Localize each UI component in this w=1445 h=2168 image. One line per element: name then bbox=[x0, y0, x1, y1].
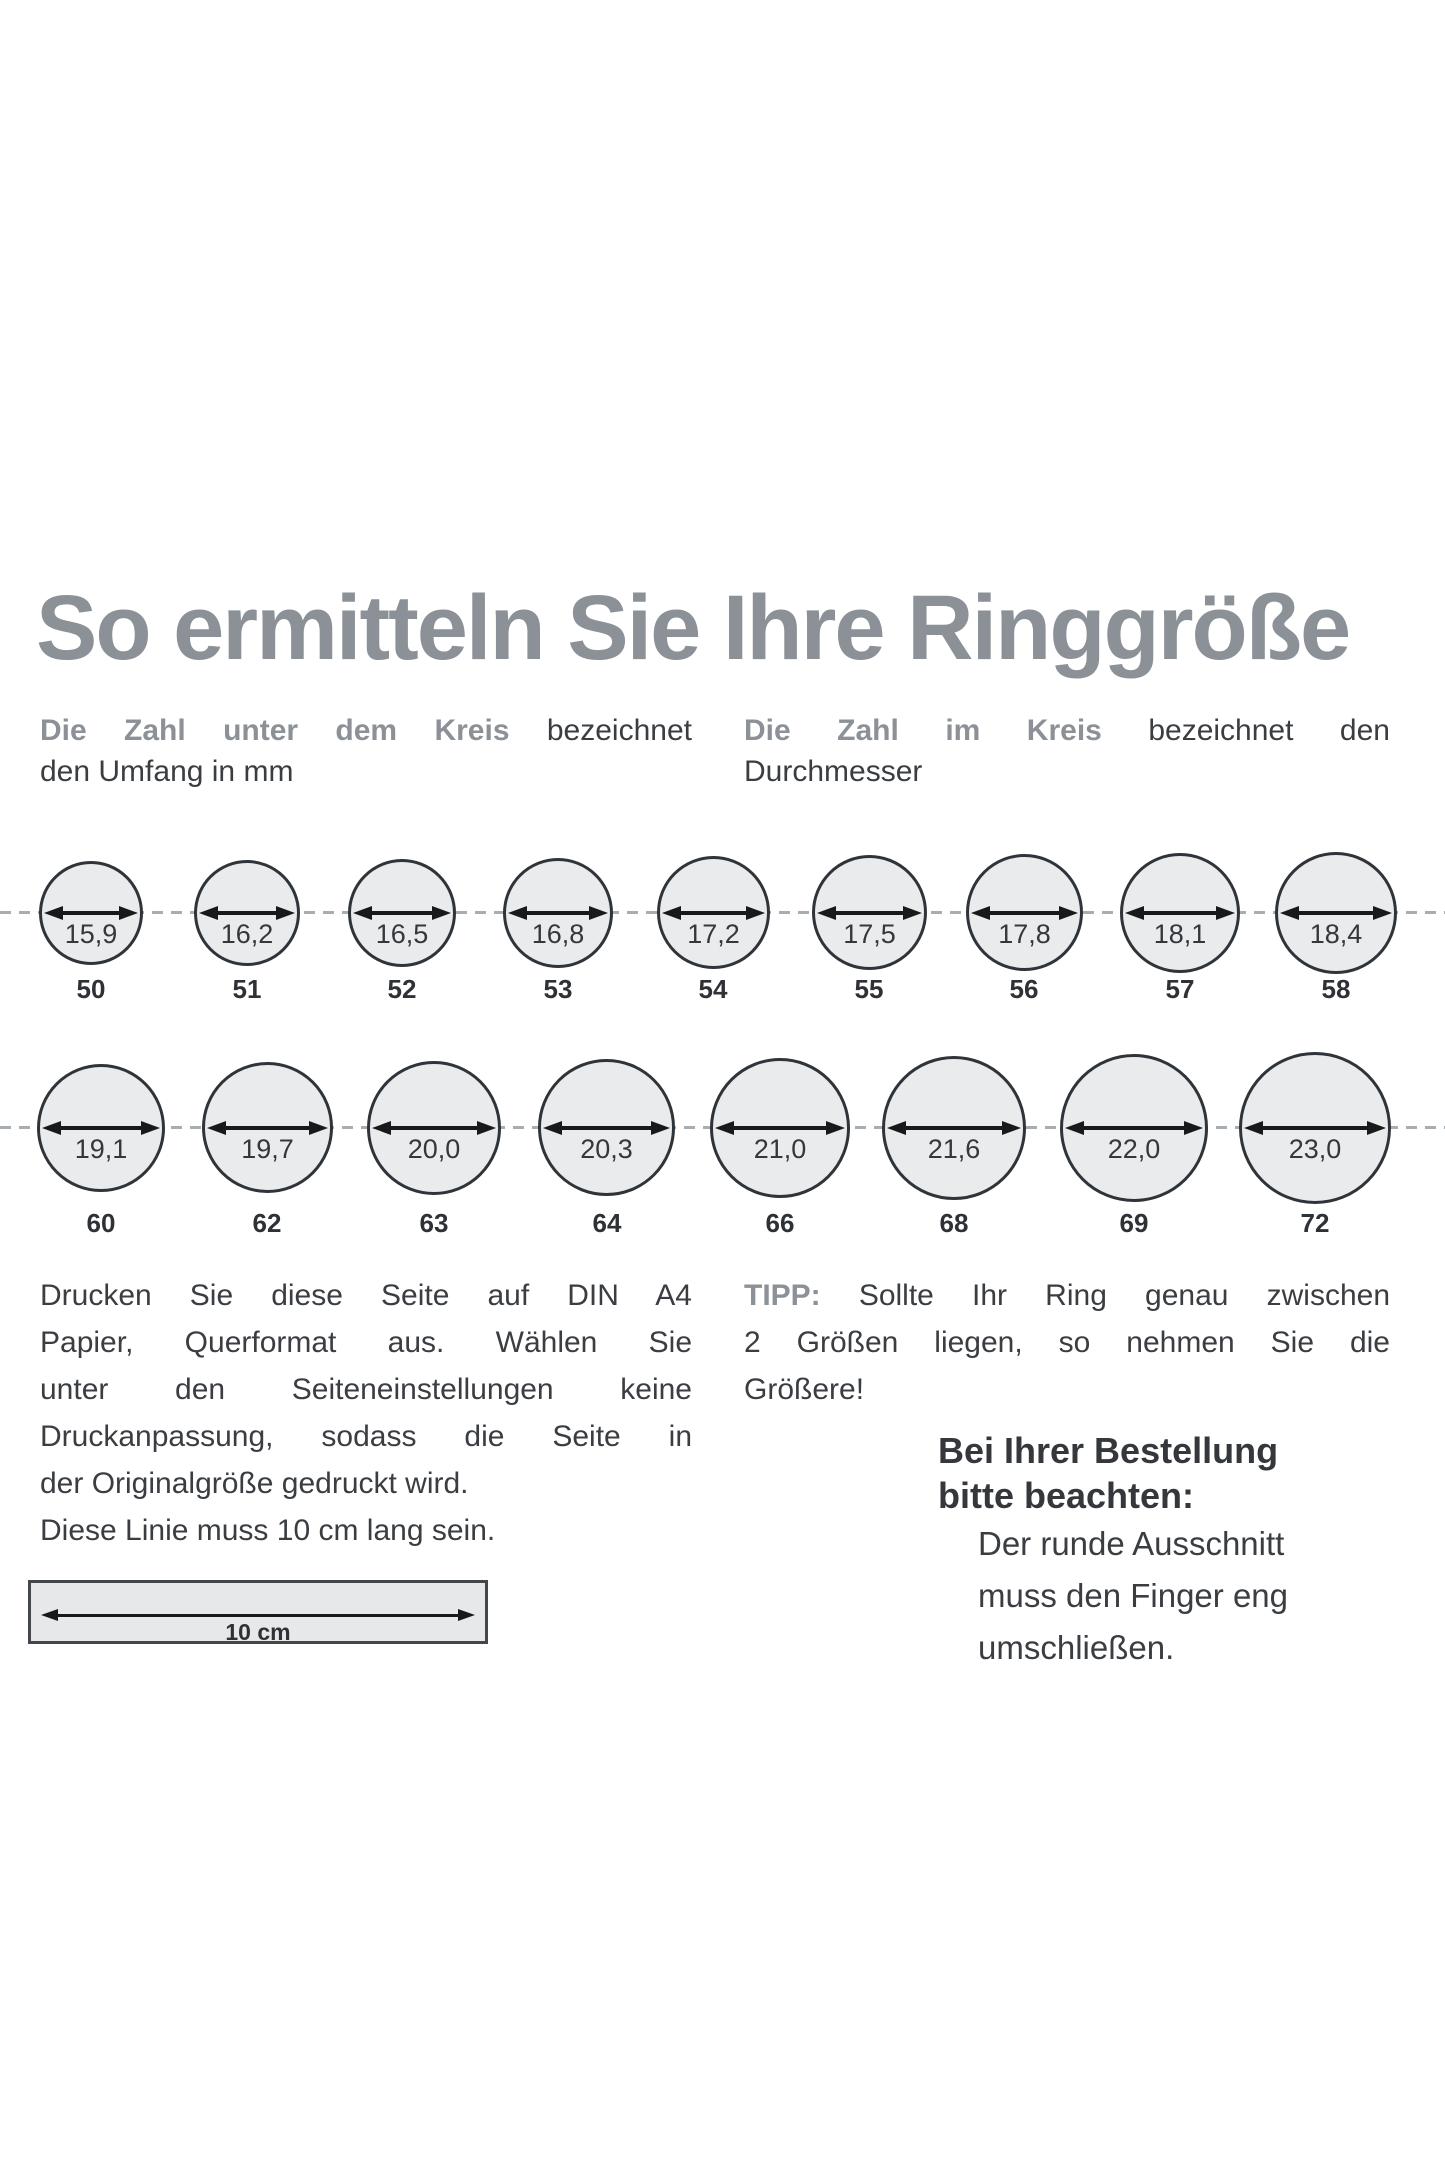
diameter-arrow-icon bbox=[1065, 1121, 1203, 1135]
subtitle-circumference-highlight: Die Zahl unter dem Kreis bbox=[40, 714, 510, 747]
ring-size-number: 52 bbox=[387, 974, 417, 1004]
diameter-value: 18,4 bbox=[1309, 919, 1363, 949]
diameter-value: 16,5 bbox=[375, 919, 429, 949]
subtitle-diameter-line1 bbox=[744, 710, 1390, 751]
diameter-value: 16,2 bbox=[220, 919, 274, 949]
diameter-arrow-icon bbox=[508, 906, 608, 920]
page-title: So ermitteln Sie Ihre Ringgröße bbox=[36, 577, 1350, 679]
ring-circle-52 bbox=[348, 859, 456, 967]
subtitle-circumference-line2: den Umfang in mm bbox=[40, 755, 294, 788]
ring-circle-72 bbox=[1239, 1052, 1391, 1204]
diameter-value: 17,2 bbox=[687, 918, 740, 949]
ring-size-number: 57 bbox=[1165, 974, 1195, 1004]
ring-circle-53 bbox=[503, 858, 613, 968]
order-note-heading-line1: Bei Ihrer Bestellung bbox=[938, 1430, 1279, 1471]
print-instructions bbox=[40, 1272, 692, 1554]
diameter-arrow-icon bbox=[207, 1121, 328, 1135]
print-instructions-line: unter den Seiteneinstellungen keine bbox=[40, 1373, 692, 1406]
diameter-value: 22,0 bbox=[1107, 1134, 1161, 1164]
diameter-arrow-icon bbox=[715, 1121, 845, 1135]
ring-circle-68 bbox=[882, 1056, 1026, 1200]
ring-circle-69 bbox=[1060, 1054, 1208, 1202]
ring-circle-57 bbox=[1120, 853, 1240, 973]
ring-size-number: 51 bbox=[232, 974, 262, 1004]
subtitle-circumference bbox=[40, 710, 692, 792]
diameter-value: 21,6 bbox=[927, 1134, 981, 1164]
ring-size-number: 54 bbox=[698, 974, 728, 1004]
diameter-arrow-icon bbox=[42, 1121, 160, 1135]
ring-circle-55 bbox=[812, 855, 927, 970]
diameter-value: 17,5 bbox=[843, 918, 896, 949]
subtitle-circumference-rest: bezeichnet bbox=[509, 714, 692, 747]
ring-circle-62 bbox=[202, 1062, 333, 1193]
ring-size-number: 50 bbox=[76, 974, 106, 1004]
order-note-body-line3: umschließen. bbox=[978, 1629, 1175, 1666]
diameter-value: 16,8 bbox=[531, 919, 585, 949]
tip-label: TIPP: bbox=[744, 1279, 821, 1312]
ring-circle-64 bbox=[538, 1059, 675, 1196]
subtitle-diameter bbox=[744, 710, 1390, 792]
diameter-arrow-icon bbox=[1280, 906, 1392, 920]
print-instructions-line: Papier, Querformat aus. Wählen Sie bbox=[40, 1326, 692, 1359]
diameter-arrow-icon bbox=[887, 1121, 1021, 1135]
ring-size-number: 68 bbox=[939, 1208, 969, 1238]
print-instructions-line: Drucken Sie diese Seite auf DIN A4 bbox=[40, 1279, 692, 1312]
ring-circle-66 bbox=[710, 1058, 850, 1198]
order-note-body-line2: muss den Finger eng bbox=[978, 1577, 1289, 1614]
diameter-value: 20,3 bbox=[580, 1133, 633, 1164]
calibration-ruler bbox=[28, 1580, 488, 1644]
ring-size-number: 55 bbox=[854, 974, 884, 1004]
order-note-body bbox=[978, 1518, 1288, 1674]
ring-circle-63 bbox=[367, 1061, 501, 1195]
ring-size-number: 60 bbox=[86, 1208, 116, 1238]
order-note-heading-line2: bitte beachten: bbox=[938, 1475, 1195, 1516]
diameter-arrow-icon bbox=[1125, 906, 1235, 920]
print-instructions-line: Diese Linie muss 10 cm lang sein. bbox=[40, 1514, 496, 1547]
ring-circle-51 bbox=[194, 860, 300, 966]
diameter-value: 23,0 bbox=[1288, 1134, 1342, 1164]
ring-size-number: 56 bbox=[1009, 974, 1039, 1004]
subtitle-diameter-rest: bezeichnet den bbox=[1101, 714, 1390, 747]
ring-size-number: 63 bbox=[419, 1208, 449, 1238]
ring-circle-56 bbox=[966, 854, 1083, 971]
diameter-value: 19,1 bbox=[74, 1134, 128, 1164]
diameter-value: 21,0 bbox=[753, 1134, 807, 1164]
subtitle-diameter-line2: Durchmesser bbox=[744, 755, 923, 788]
diameter-arrow-icon bbox=[662, 906, 765, 920]
ring-size-number: 69 bbox=[1119, 1208, 1149, 1238]
ring-size-number: 64 bbox=[592, 1208, 622, 1238]
ring-size-number: 53 bbox=[543, 974, 573, 1004]
tip-line1-text: Sollte Ihr Ring genau zwischen bbox=[820, 1279, 1390, 1312]
order-note-body-line1: Der runde Ausschnitt bbox=[978, 1525, 1285, 1562]
diameter-arrow-icon bbox=[1244, 1121, 1386, 1135]
ring-size-number: 72 bbox=[1300, 1208, 1330, 1238]
tip-line2: 2 Größen liegen, so nehmen Sie die bbox=[744, 1326, 1390, 1359]
diameter-value: 18,1 bbox=[1153, 919, 1207, 949]
ruler-length-label: 10 cm bbox=[225, 1619, 291, 1645]
ring-circle-50 bbox=[39, 861, 143, 965]
print-instructions-line: Druckanpassung, sodass die Seite in bbox=[40, 1420, 692, 1453]
tip-line3: Größere! bbox=[744, 1373, 865, 1406]
diameter-arrow-icon bbox=[44, 906, 138, 920]
print-instructions-line: der Originalgröße gedruckt wird. bbox=[40, 1467, 469, 1500]
ring-size-number: 62 bbox=[252, 1208, 282, 1238]
diameter-arrow-icon bbox=[543, 1121, 670, 1135]
diameter-arrow-icon bbox=[199, 906, 295, 920]
tip-paragraph bbox=[744, 1272, 1390, 1413]
ring-circle-54 bbox=[657, 856, 770, 969]
diameter-arrow-icon bbox=[971, 906, 1078, 920]
ring-size-number: 66 bbox=[765, 1208, 795, 1238]
diameter-arrow-icon bbox=[817, 906, 922, 920]
diameter-arrow-icon bbox=[372, 1121, 496, 1135]
diameter-value: 17,8 bbox=[998, 918, 1051, 949]
tip-line1 bbox=[744, 1272, 1390, 1319]
diameter-value: 20,0 bbox=[407, 1134, 461, 1164]
diameter-value: 15,9 bbox=[64, 919, 118, 949]
diameter-arrow-icon bbox=[353, 906, 451, 920]
order-note-heading bbox=[938, 1428, 1278, 1518]
ring-circle-60 bbox=[37, 1064, 165, 1192]
subtitle-circumference-line1 bbox=[40, 710, 692, 751]
subtitle-diameter-highlight: Die Zahl im Kreis bbox=[744, 714, 1102, 747]
ring-circle-58 bbox=[1275, 852, 1397, 974]
ring-size-number: 58 bbox=[1321, 974, 1351, 1004]
diameter-value: 19,7 bbox=[241, 1133, 294, 1164]
